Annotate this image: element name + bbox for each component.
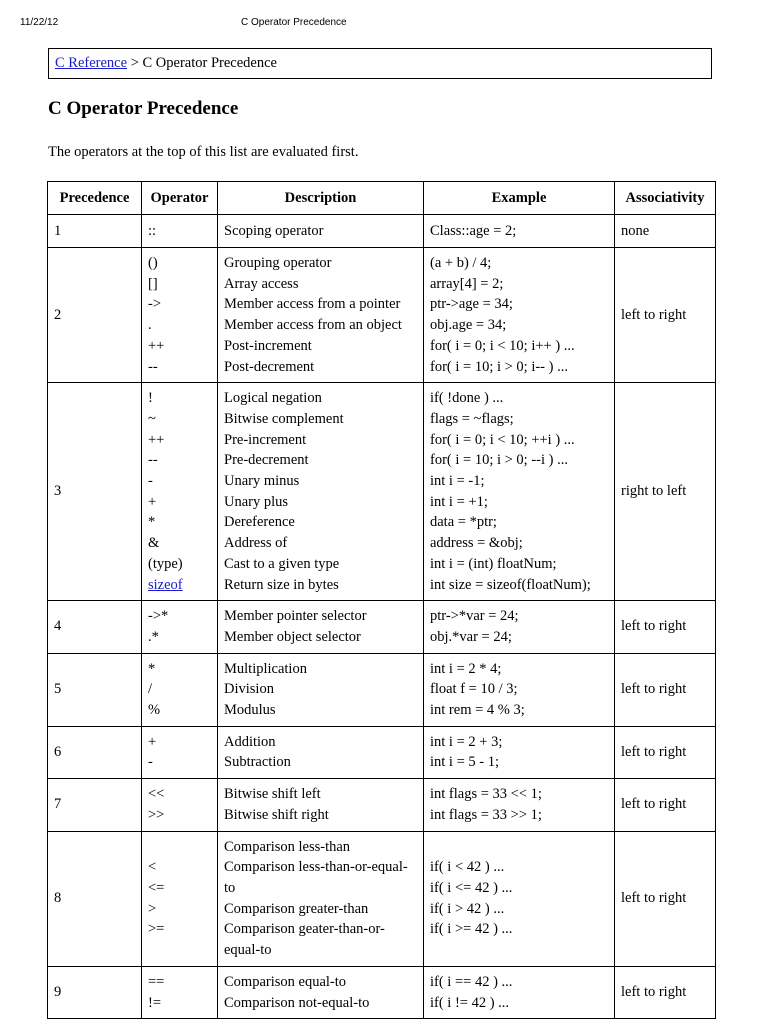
column-header-associativity: Associativity [615, 182, 716, 215]
description-item: Comparison geater-than-or-equal-to [224, 921, 385, 959]
precedence-cell [48, 383, 142, 601]
example-item: if( i > 42 ) ... [430, 900, 505, 917]
description-item: Pre-increment [224, 431, 307, 448]
example-item: if( i <= 42 ) ... [430, 879, 513, 896]
associativity-value: left to right [621, 890, 687, 907]
description-item: Comparison greater-than [224, 900, 369, 917]
column-header-precedence: Precedence [48, 182, 142, 215]
page-title: C Operator Precedence [48, 98, 239, 119]
operator-item: [] [148, 275, 158, 292]
table-row [48, 726, 716, 778]
operator-cell [142, 831, 218, 966]
precedence-cell [48, 248, 142, 383]
description-item: Comparison equal-to [224, 973, 347, 990]
description-item: Dereference [224, 514, 295, 531]
table-row [48, 779, 716, 831]
table-row [48, 215, 716, 248]
example-item: int i = (int) floatNum; [430, 555, 557, 572]
operator-item: -> [148, 296, 162, 313]
example-item: for( i = 0; i < 10; i++ ) ... [430, 337, 575, 354]
example-item: for( i = 0; i < 10; ++i ) ... [430, 431, 575, 448]
description-item: Bitwise shift right [224, 806, 329, 823]
description-cell [218, 966, 424, 1018]
description-item: Address of [224, 535, 288, 552]
example-cell [424, 248, 615, 383]
table-header-row [48, 182, 716, 215]
operator-item: * [148, 660, 156, 677]
example-cell [424, 601, 615, 653]
example-item: if( i >= 42 ) ... [430, 921, 513, 938]
print-header [0, 17, 768, 31]
associativity-cell [615, 779, 716, 831]
breadcrumb [48, 48, 712, 79]
example-item: int rem = 4 % 3; [430, 702, 525, 719]
example-item: float f = 10 / 3; [430, 681, 518, 698]
description-item: Pre-decrement [224, 452, 309, 469]
description-item: Bitwise complement [224, 410, 344, 427]
operator-cell [142, 779, 218, 831]
example-item: array[4] = 2; [430, 275, 504, 292]
description-item: Bitwise shift left [224, 786, 321, 803]
example-item: flags = ~flags; [430, 410, 514, 427]
precedence-value: 9 [54, 984, 62, 1000]
operator-item: >> [148, 806, 165, 823]
operator-item: >= [148, 921, 165, 938]
column-header-operator: Operator [142, 182, 218, 215]
associativity-value: right to left [621, 483, 687, 500]
operator-cell [142, 215, 218, 248]
description-cell [218, 248, 424, 383]
precedence-value: 3 [54, 483, 62, 500]
associativity-value: none [621, 222, 650, 239]
precedence-cell [48, 966, 142, 1018]
description-cell [218, 215, 424, 248]
breadcrumb-separator: > [127, 55, 143, 71]
description-item: Comparison not-equal-to [224, 994, 370, 1011]
description-item: Logical negation [224, 390, 322, 407]
example-item: int i = -1; [430, 473, 485, 490]
operator-item [148, 575, 211, 596]
description-item: Return size in bytes [224, 576, 339, 593]
example-item: ptr->*var = 24; [430, 608, 519, 625]
table-row [48, 601, 716, 653]
example-item: obj.*var = 24; [430, 628, 512, 645]
precedence-value: 2 [54, 306, 62, 323]
precedence-cell [48, 831, 142, 966]
example-item: for( i = 10; i > 0; i-- ) ... [430, 358, 568, 375]
breadcrumb-current: C Operator Precedence [142, 55, 277, 71]
print-date: 11/22/12 [20, 17, 59, 28]
description-cell [218, 726, 424, 778]
example-item: int i = 5 - 1; [430, 754, 499, 771]
associativity-value: left to right [621, 618, 687, 635]
table-row [48, 831, 716, 966]
example-item: int i = 2 * 4; [430, 660, 502, 677]
operator-item: > [148, 900, 157, 917]
operator-item: + [148, 493, 157, 510]
operator-item: ++ [148, 337, 165, 354]
operator-item: -- [148, 358, 158, 375]
description-item: Member access from a pointer [224, 296, 401, 313]
operator-item: :: [148, 222, 157, 239]
description-item: Unary plus [224, 493, 289, 510]
example-cell [424, 653, 615, 726]
column-header-example: Example [424, 182, 615, 215]
operator-item: ->* [148, 608, 169, 625]
precedence-value: 5 [54, 681, 62, 698]
example-item: int flags = 33 >> 1; [430, 806, 542, 823]
associativity-cell [615, 831, 716, 966]
precedence-value: 1 [54, 222, 62, 239]
description-item: Array access [224, 275, 299, 292]
operator-link-sizeof[interactable]: sizeof [148, 576, 183, 593]
description-item: Comparison less-than-or-equal-to [224, 859, 408, 896]
example-item: data = *ptr; [430, 514, 497, 531]
example-cell [424, 831, 615, 966]
operator-item: % [148, 702, 161, 719]
precedence-table [47, 181, 716, 1019]
operator-cell [142, 726, 218, 778]
precedence-cell [48, 653, 142, 726]
operator-cell [142, 248, 218, 383]
operator-cell [142, 653, 218, 726]
associativity-cell [615, 966, 716, 1018]
operator-item: << [148, 786, 165, 803]
table-row [48, 383, 716, 601]
example-cell [424, 779, 615, 831]
precedence-cell [48, 779, 142, 831]
example-cell [424, 215, 615, 248]
operator-cell [142, 601, 218, 653]
example-item: if( i < 42 ) ... [430, 859, 505, 876]
example-item: Class::age = 2; [430, 222, 517, 239]
associativity-value: left to right [621, 796, 687, 813]
description-item: Modulus [224, 702, 276, 719]
operator-item: & [148, 535, 160, 552]
table-row [48, 966, 716, 1018]
operator-item: -- [148, 452, 158, 469]
example-cell [424, 726, 615, 778]
operator-item: ! [148, 390, 153, 407]
operator-item: - [148, 473, 153, 490]
example-cell [424, 383, 615, 601]
example-item: ptr->age = 34; [430, 296, 513, 313]
associativity-value: left to right [621, 681, 687, 698]
description-item: Unary minus [224, 473, 300, 490]
precedence-value: 6 [54, 743, 62, 760]
intro-text: The operators at the top of this list are evaluated first. [48, 144, 359, 160]
breadcrumb-link-c-reference[interactable]: C Reference [55, 55, 128, 71]
associativity-cell [615, 383, 716, 601]
example-item: if( !done ) ... [430, 390, 504, 407]
operator-cell [142, 966, 218, 1018]
operator-item: < [148, 859, 157, 876]
example-item: if( i == 42 ) ... [430, 973, 513, 990]
description-item: Member pointer selector [224, 608, 367, 625]
operator-item: == [148, 973, 165, 990]
operator-item: . [148, 317, 152, 334]
associativity-cell [615, 726, 716, 778]
operator-item: .* [148, 628, 159, 645]
operator-item: () [148, 255, 158, 271]
description-item: Addition [224, 733, 276, 750]
operator-item: + [148, 733, 157, 750]
description-item: Cast to a given type [224, 555, 340, 572]
operator-item: - [148, 754, 153, 771]
example-cell [424, 966, 615, 1018]
associativity-cell [615, 601, 716, 653]
description-cell [218, 383, 424, 601]
description-item: Multiplication [224, 660, 307, 677]
description-item: Member object selector [224, 628, 361, 645]
operator-item: ~ [148, 410, 156, 427]
table-row [48, 248, 716, 383]
description-item: Post-decrement [224, 358, 315, 375]
description-item: Post-increment [224, 337, 312, 354]
operator-cell [142, 383, 218, 601]
operator-item: <= [148, 879, 165, 896]
example-item: (a + b) / 4; [430, 255, 492, 271]
associativity-value: left to right [621, 984, 687, 1000]
description-cell [218, 601, 424, 653]
example-item: for( i = 10; i > 0; --i ) ... [430, 452, 568, 469]
example-item: obj.age = 34; [430, 317, 507, 334]
precedence-value: 8 [54, 890, 62, 907]
example-item: if( i != 42 ) ... [430, 994, 510, 1011]
description-item: Grouping operator [224, 255, 332, 271]
precedence-value: 4 [54, 618, 62, 635]
precedence-cell [48, 601, 142, 653]
description-item: Division [224, 681, 274, 698]
description-item: Scoping operator [224, 222, 324, 239]
operator-item: != [148, 994, 162, 1011]
precedence-value: 7 [54, 796, 62, 813]
associativity-cell [615, 248, 716, 383]
column-header-description: Description [218, 182, 424, 215]
description-item: Subtraction [224, 754, 291, 771]
operator-item: ++ [148, 431, 165, 448]
operator-item: / [148, 681, 153, 698]
associativity-value: left to right [621, 743, 687, 760]
description-cell [218, 653, 424, 726]
associativity-value: left to right [621, 306, 687, 323]
description-cell [218, 779, 424, 831]
table-row [48, 653, 716, 726]
associativity-cell [615, 653, 716, 726]
operator-item: * [148, 514, 156, 531]
precedence-cell [48, 215, 142, 248]
example-item: int flags = 33 << 1; [430, 786, 542, 803]
associativity-cell [615, 215, 716, 248]
print-title: C Operator Precedence [241, 17, 347, 28]
operator-item: (type) [148, 555, 183, 572]
example-item: int i = +1; [430, 493, 488, 510]
description-cell [218, 831, 424, 966]
example-item: int size = sizeof(floatNum); [430, 576, 591, 593]
description-item: Comparison less-than [224, 838, 351, 855]
example-item: address = &obj; [430, 535, 523, 552]
description-item: Member access from an object [224, 317, 402, 334]
precedence-cell [48, 726, 142, 778]
example-item: int i = 2 + 3; [430, 733, 503, 750]
